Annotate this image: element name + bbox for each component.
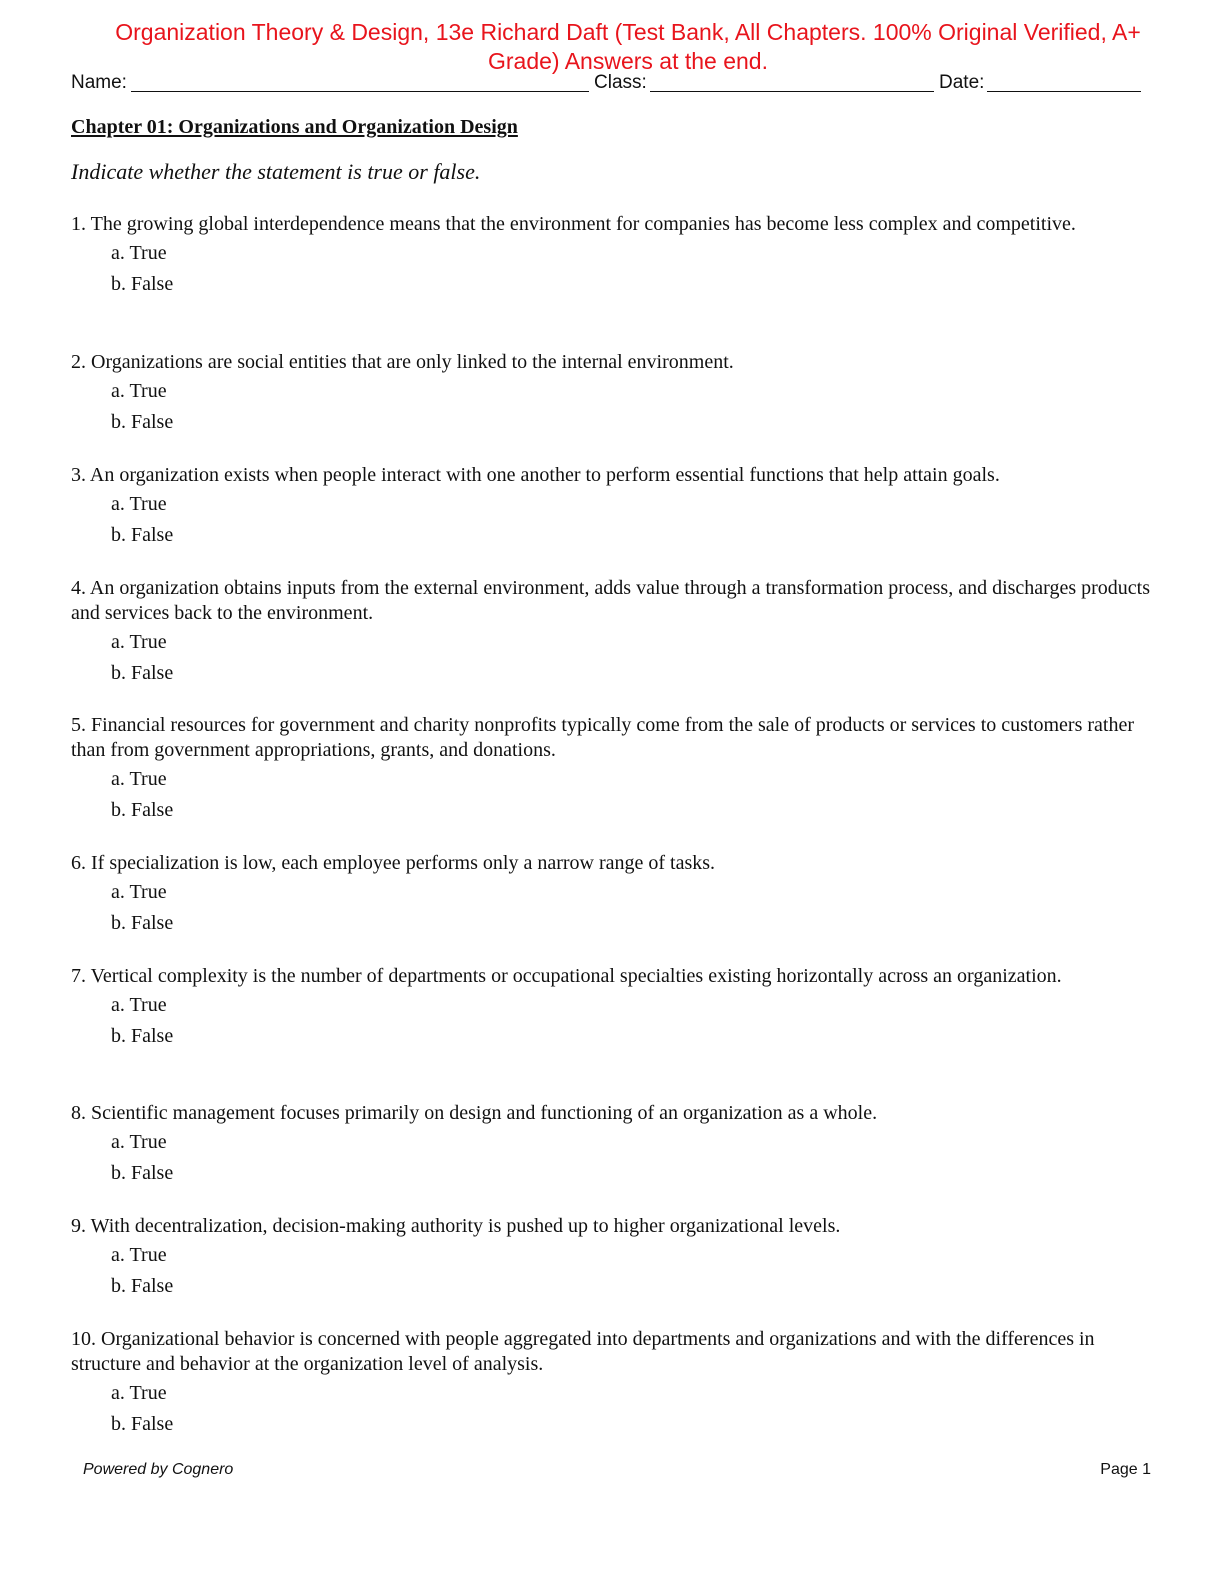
question-text: 6. If specialization is low, each employee performs only a narrow range of tasks. (71, 852, 716, 874)
option-true[interactable]: a. True (111, 380, 167, 402)
question-1 (71, 212, 1161, 297)
question-2 (71, 350, 1161, 435)
option-false[interactable]: b. False (111, 1413, 174, 1435)
option-false[interactable]: b. False (111, 411, 174, 433)
question-4 (71, 576, 1161, 686)
name-field[interactable] (71, 71, 127, 95)
option-false[interactable]: b. False (111, 273, 174, 295)
question-6 (71, 851, 1161, 936)
question-text: 7. Vertical complexity is the number of departments or occupational specialties existing horizontally across an organization. (71, 965, 1062, 987)
option-false[interactable]: b. False (111, 524, 174, 546)
option-false[interactable]: b. False (111, 912, 174, 934)
class-blank-line (650, 91, 934, 92)
question-5 (71, 713, 1161, 823)
option-true[interactable]: a. True (111, 768, 167, 790)
powered-by-footer: Powered by Cognero (83, 1461, 234, 1478)
document-banner: Organization Theory & Design, 13e Richard Daft (Test Bank, All Chapters. 100% Original Verified, A+ Grade) Answers at the end. (115, 19, 1141, 74)
question-text: 2. Organizations are social entities that are only linked to the internal environment. (71, 351, 734, 373)
date-field[interactable] (939, 71, 984, 95)
option-true[interactable]: a. True (111, 1131, 167, 1153)
class-field[interactable] (594, 71, 647, 95)
question-text: 1. The growing global interdependence means that the environment for companies has become less complex and competitive. (71, 213, 1076, 235)
option-true[interactable]: a. True (111, 242, 167, 264)
question-text: 3. An organization exists when people interact with one another to perform essential functions that help attain goals. (71, 464, 1000, 486)
question-text: 5. Financial resources for government and charity nonprofits typically come from the sale of products or services to customers rather than from government appropriations, grants, and donations. (71, 714, 1134, 761)
section-instructions: Indicate whether the statement is true or false. (71, 159, 481, 184)
question-3 (71, 463, 1161, 548)
option-true[interactable]: a. True (111, 994, 167, 1016)
question-text: 9. With decentralization, decision-making authority is pushed up to higher organizational levels. (71, 1215, 841, 1237)
date-label: Date: (939, 72, 985, 93)
student-info-fields (71, 71, 1143, 97)
question-10 (71, 1327, 1161, 1437)
date-blank-line (987, 91, 1141, 92)
option-true[interactable]: a. True (111, 881, 167, 903)
question-8 (71, 1101, 1161, 1186)
option-true[interactable]: a. True (111, 493, 167, 515)
chapter-title: Chapter 01: Organizations and Organization Design (71, 116, 518, 138)
option-true[interactable]: a. True (111, 631, 167, 653)
option-false[interactable]: b. False (111, 662, 174, 684)
page-number: Page 1 (1100, 1461, 1151, 1478)
option-false[interactable]: b. False (111, 799, 174, 821)
name-blank-line (131, 91, 589, 92)
question-7 (71, 964, 1161, 1049)
option-false[interactable]: b. False (111, 1162, 174, 1184)
option-false[interactable]: b. False (111, 1025, 174, 1047)
question-text: 8. Scientific management focuses primarily on design and functioning of an organization as a whole. (71, 1102, 878, 1124)
question-text: 4. An organization obtains inputs from the external environment, adds value through a transformation process, and discharges products and services back to the environment. (71, 577, 1151, 624)
question-9 (71, 1214, 1161, 1299)
option-false[interactable]: b. False (111, 1275, 174, 1297)
class-label: Class: (594, 72, 647, 93)
option-true[interactable]: a. True (111, 1244, 167, 1266)
question-text: 10. Organizational behavior is concerned with people aggregated into departments and organizations and with the differences in structure and behavior at the organization level of analysis. (71, 1328, 1095, 1375)
name-label: Name: (71, 72, 127, 93)
option-true[interactable]: a. True (111, 1382, 167, 1404)
